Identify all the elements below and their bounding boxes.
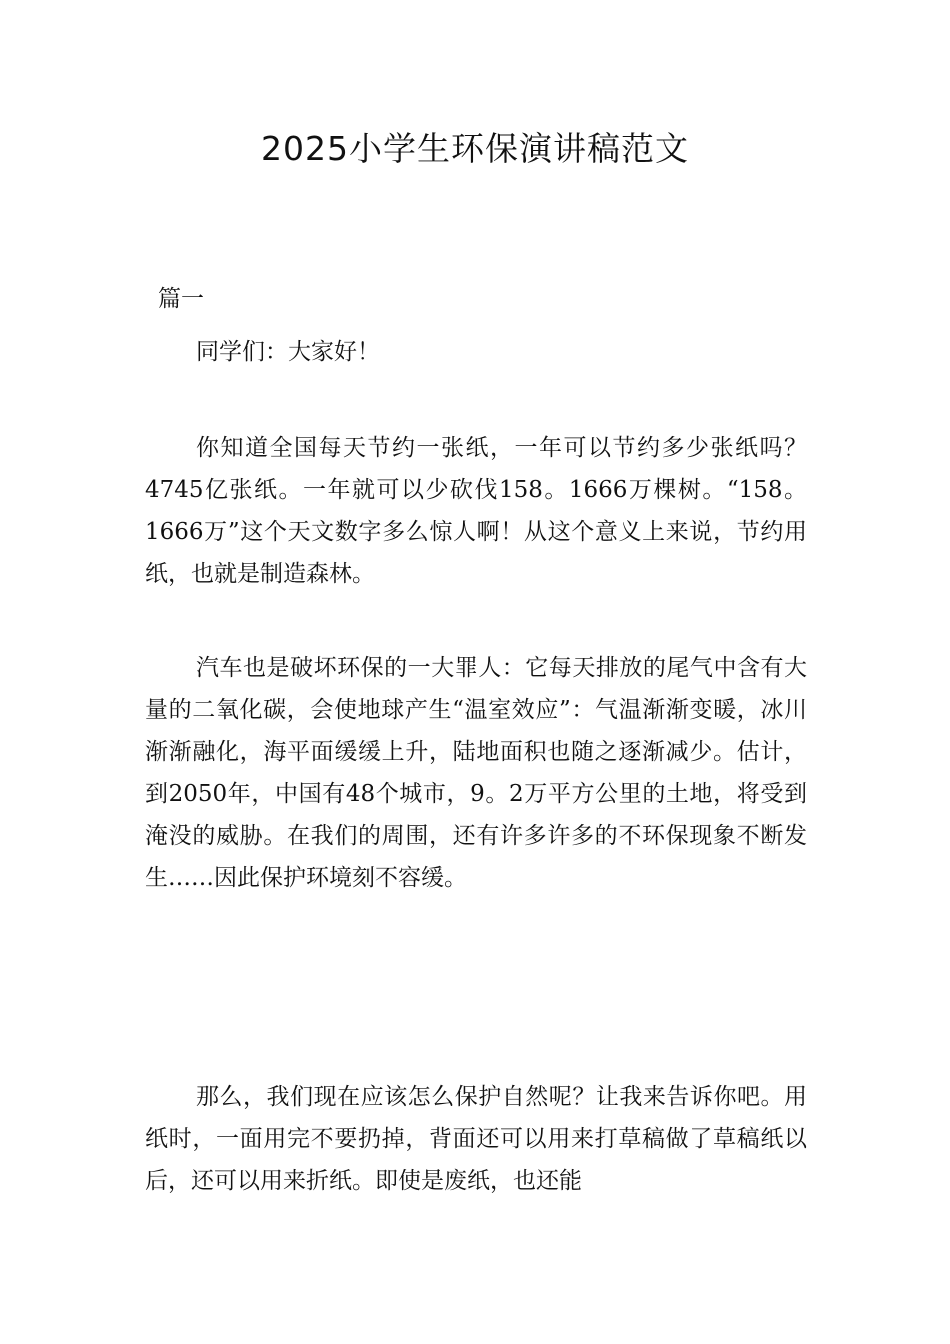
paragraph-paper-saving: 你知道全国每天节约一张纸，一年可以节约多少张纸吗？4745亿张纸。一年就可以少砍伐158。1666万棵树。“158。1666万”这个天文数字多么惊人啊！从这个意义上来说，节约用纸，也就是制造森林。: [145, 435, 807, 587]
greeting: 同学们：大家好！: [196, 339, 380, 365]
section-label: 篇一: [158, 286, 204, 312]
paragraph-protect-nature: 那么，我们现在应该怎么保护自然呢？让我来告诉你吧。用纸时，一面用完不要扔掉，背面还可以用来打草稿做了草稿纸以后，还可以用来折纸。即使是废纸，也还能: [145, 1084, 807, 1194]
document-title: 2025小学生环保演讲稿范文: [261, 129, 689, 168]
paragraph-car-emissions: 汽车也是破坏环保的一大罪人：它每天排放的尾气中含有大量的二氧化碳，会使地球产生“温室效应”：气温渐渐变暖，冰川渐渐融化，海平面缓缓上升，陆地面积也随之逐渐减少。估计，到2050年，中国有48个城市，9。2万平方公里的土地，将受到淹没的威胁。在我们的周围，还有许多许多的不环保现象不断发生……因此保护环境刻不容缓。: [145, 655, 807, 891]
